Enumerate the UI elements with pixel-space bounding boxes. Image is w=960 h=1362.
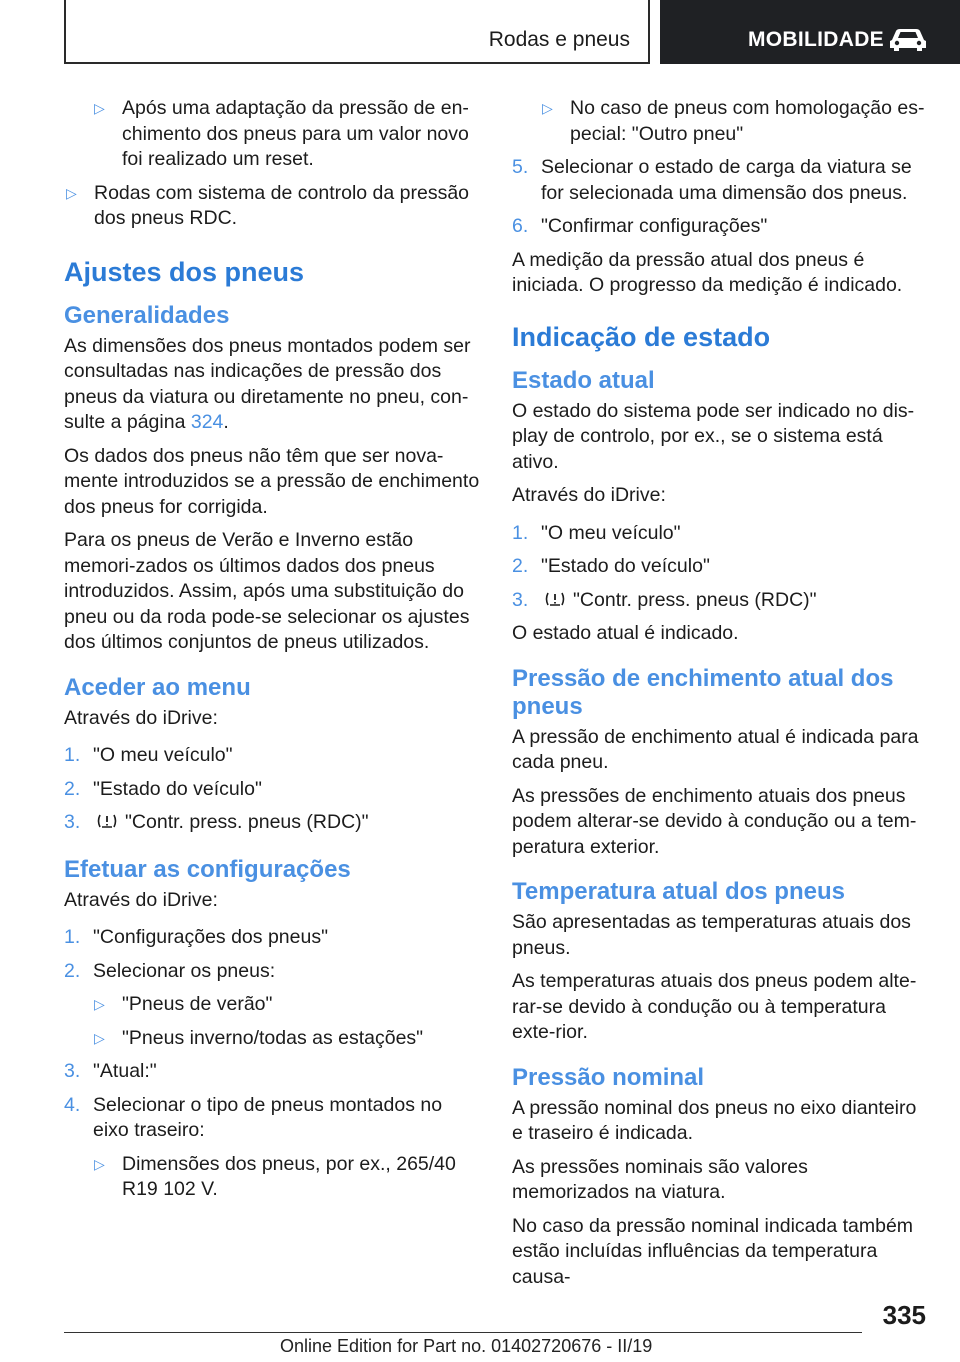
tire-pressure-icon xyxy=(545,590,565,608)
heading-generalidades: Generalidades xyxy=(64,301,230,329)
car-icon xyxy=(888,26,928,52)
paragraph: A pressão de enchimento atual é indicada para cada pneu. xyxy=(512,725,919,773)
paragraph: A pressão nominal dos pneus no eixo dianteiro e traseiro é indicada. xyxy=(512,1096,917,1144)
list-item: ▷ "Pneus inverno/todas as estações" xyxy=(64,1026,480,1052)
triangle-bullet-icon: ▷ xyxy=(542,100,553,116)
right-column xyxy=(512,96,928,1298)
heading-ajustes: Ajustes dos pneus xyxy=(64,256,305,287)
tire-pressure-icon xyxy=(97,812,117,830)
list-item: ▷ Rodas com sistema de controlo da pressão dos pneus RDC. xyxy=(66,181,470,229)
section-title: Rodas e pneus xyxy=(488,28,630,51)
list-item: 3. "Atual:" xyxy=(64,1060,157,1082)
list-item: ▷ "Pneus de verão" xyxy=(64,992,480,1018)
triangle-bullet-icon: ▷ xyxy=(66,184,77,201)
paragraph: O estado do sistema pode ser indicado no dis-play de controlo, por ex., se o sistema está ativo. xyxy=(512,399,915,473)
list-item: 2. "Estado do veículo" xyxy=(64,777,262,800)
paragraph: A medição da pressão atual dos pneus é iniciada. O progresso da medição é indicado. xyxy=(512,248,903,296)
paragraph: As dimensões dos pneus montados podem ser consultadas nas indicações de pressão dos pneus da viatura ou diretamente no pneu, con-sulte a página 324. xyxy=(64,334,471,433)
list-item: 2. Selecionar os pneus: xyxy=(64,959,276,982)
triangle-bullet-icon: ▷ xyxy=(94,100,105,116)
footer-divider xyxy=(64,1332,862,1333)
paragraph: Através do iDrive: xyxy=(64,888,218,911)
heading-efetuar: Efetuar as configurações xyxy=(64,855,351,883)
list-item: 1. "O meu veículo" xyxy=(512,521,681,544)
footer-edition: Online Edition for Part no. 01402720676 - II/19 xyxy=(280,1336,653,1356)
list-item: 5. Selecionar o estado de carga da viatura se for selecionada uma dimensão dos pneus. xyxy=(512,156,912,204)
paragraph: O estado atual é indicado. xyxy=(512,622,739,644)
paragraph: Para os pneus de Verão e Inverno estão memori-zados os últimos dados dos pneus introduzidos. Assim, após uma substituição do pneu ou da roda pode-se selecionar os ajustes dos últimos conjuntos de pneus utilizados. xyxy=(64,529,470,653)
heading-pressao-nominal: Pressão nominal xyxy=(512,1063,705,1091)
list-item: 3. "Contr. press. pneus (RDC)" xyxy=(64,811,369,833)
list-item: 6. "Confirmar configurações" xyxy=(512,215,768,237)
triangle-bullet-icon: ▷ xyxy=(94,996,105,1012)
list-item: 3. "Contr. press. pneus (RDC)" xyxy=(512,588,817,611)
list-item: 4. Selecionar o tipo de pneus montados no eixo traseiro: xyxy=(64,1093,443,1141)
left-column xyxy=(64,96,480,1211)
page-link[interactable]: 324 xyxy=(190,411,224,433)
heading-pressao-atual: Pressão de enchimento atual dos pneus xyxy=(512,664,894,720)
header-chapter-box xyxy=(660,0,960,64)
paragraph: São apresentadas as temperaturas atuais dos pneus. xyxy=(512,911,911,959)
header-section-box xyxy=(64,0,650,64)
paragraph: No caso da pressão nominal indicada também estão incluídas influências da temperatura causa- xyxy=(512,1214,914,1288)
paragraph: Através do iDrive: xyxy=(64,706,218,729)
paragraph: Os dados dos pneus não têm que ser nova-mente introduzidos se a pressão de enchimento dos pneus for corrigida. xyxy=(64,444,480,518)
triangle-bullet-icon: ▷ xyxy=(94,1029,105,1046)
paragraph: As pressões de enchimento atuais dos pneus podem alterar-se devido à condução ou a tem-peratura exterior. xyxy=(512,784,917,858)
list-item: 2. "Estado do veículo" xyxy=(512,555,710,577)
list-item: ▷ No caso de pneus com homologação es-pecial: "Outro pneu" xyxy=(542,97,925,145)
paragraph: As pressões nominais são valores memorizados na viatura. xyxy=(512,1155,808,1203)
heading-temperatura: Temperatura atual dos pneus xyxy=(512,878,845,905)
paragraph: As temperaturas atuais dos pneus podem alte-rar-se devido à condução ou à temperatura exte-rior. xyxy=(512,970,917,1043)
list-item: ▷ Após uma adaptação da pressão de en-chimento dos pneus para um valor novo foi realizado um reset. xyxy=(94,97,469,170)
list-item: ▷ Dimensões dos pneus, por ex., 265/40 R19 102 V. xyxy=(94,1152,456,1200)
heading-estado-atual: Estado atual xyxy=(512,366,655,394)
paragraph: Através do iDrive: xyxy=(512,484,666,506)
heading-indicacao: Indicação de estado xyxy=(512,321,771,352)
page-number: 335 xyxy=(882,1300,926,1330)
chapter-title: MOBILIDADE xyxy=(748,28,884,51)
heading-aceder: Aceder ao menu xyxy=(64,673,251,701)
list-item: 1. "O meu veículo" xyxy=(64,744,233,766)
triangle-bullet-icon: ▷ xyxy=(94,1155,105,1172)
list-item: 1. "Configurações dos pneus" xyxy=(64,926,328,948)
